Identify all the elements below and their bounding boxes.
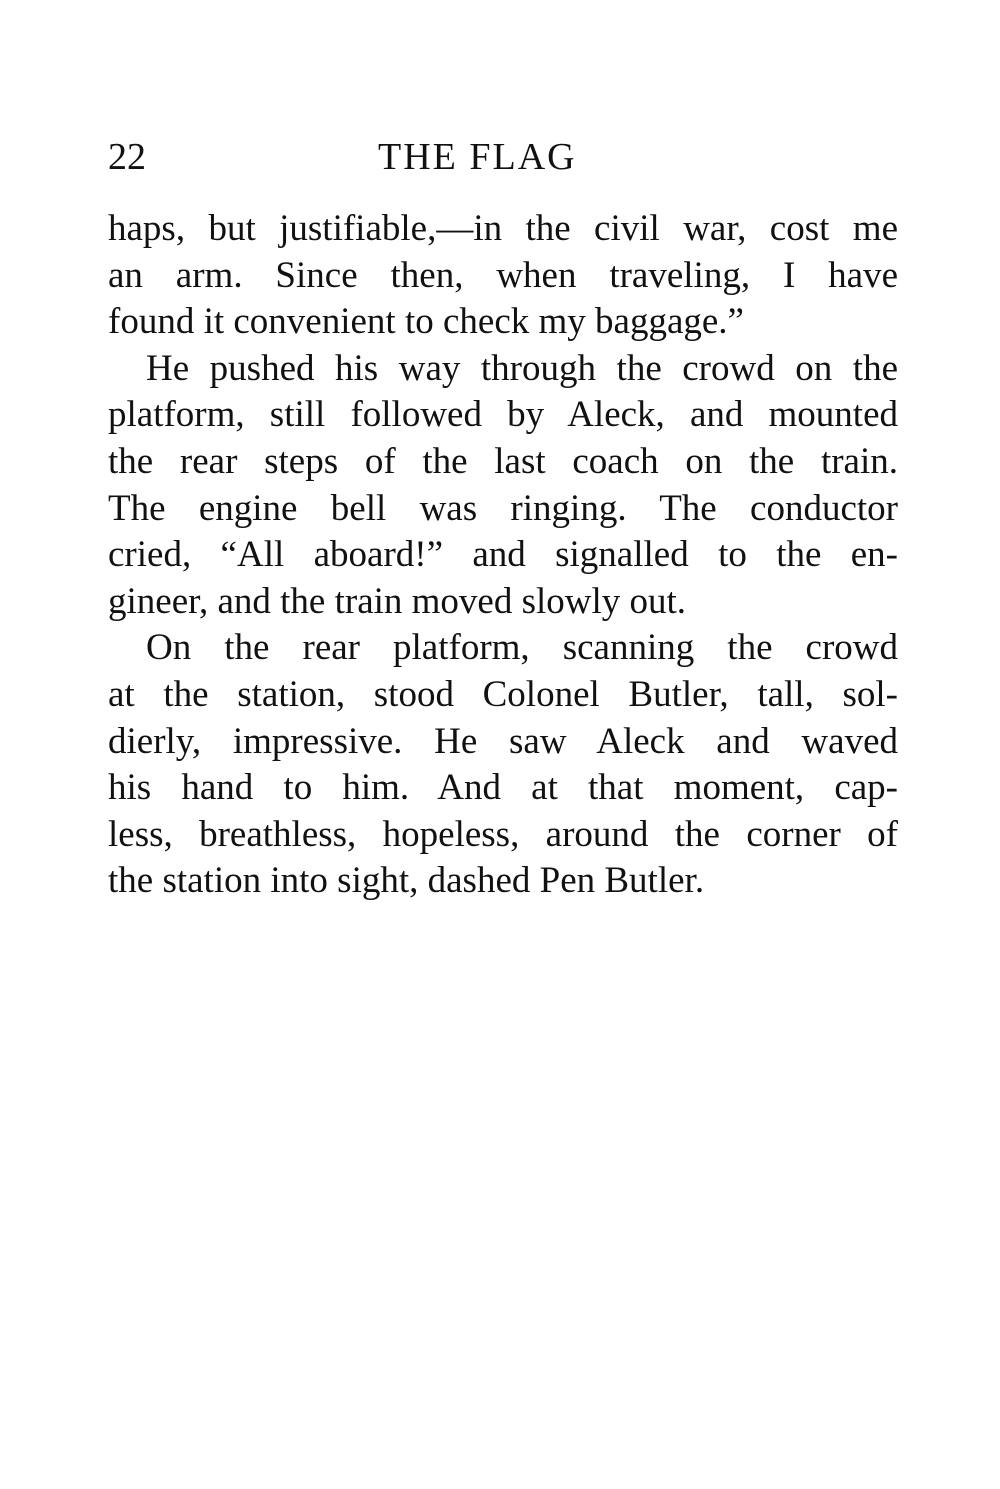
text-line: at the station, stood Colonel Butler, tall, sol- — [108, 673, 898, 715]
text-line: his hand to him. And at that moment, cap- — [108, 767, 898, 809]
text-line: haps, but justifiable,—in the civil war, cost me — [108, 208, 898, 249]
body-text — [108, 206, 898, 905]
text-line: the station into sight, dashed Pen Butler. — [108, 860, 705, 902]
text-line: dierly, impressive. He saw Aleck and waved — [108, 720, 898, 762]
text-line: platform, still followed by Aleck, and mounted — [108, 394, 898, 436]
text-line: The engine bell was ringing. The conductor — [108, 487, 898, 529]
text-line: found it convenient to check my baggage.” — [108, 301, 744, 343]
running-head — [108, 132, 898, 182]
text-line: gineer, and the train moved slowly out. — [108, 580, 687, 622]
text-line: less, breathless, hopeless, around the corner of — [108, 813, 898, 855]
text-line: He pushed his way through the crowd on the — [146, 347, 898, 389]
page-number: 22 — [108, 136, 146, 178]
text-line: the rear steps of the last coach on the train. — [108, 440, 898, 482]
running-title: THE FLAG — [378, 136, 577, 178]
text-line: On the rear platform, scanning the crowd — [146, 627, 898, 669]
text-line: an arm. Since then, when traveling, I have — [108, 254, 898, 296]
text-line: cried, “All aboard!” and signalled to the en- — [108, 534, 898, 576]
